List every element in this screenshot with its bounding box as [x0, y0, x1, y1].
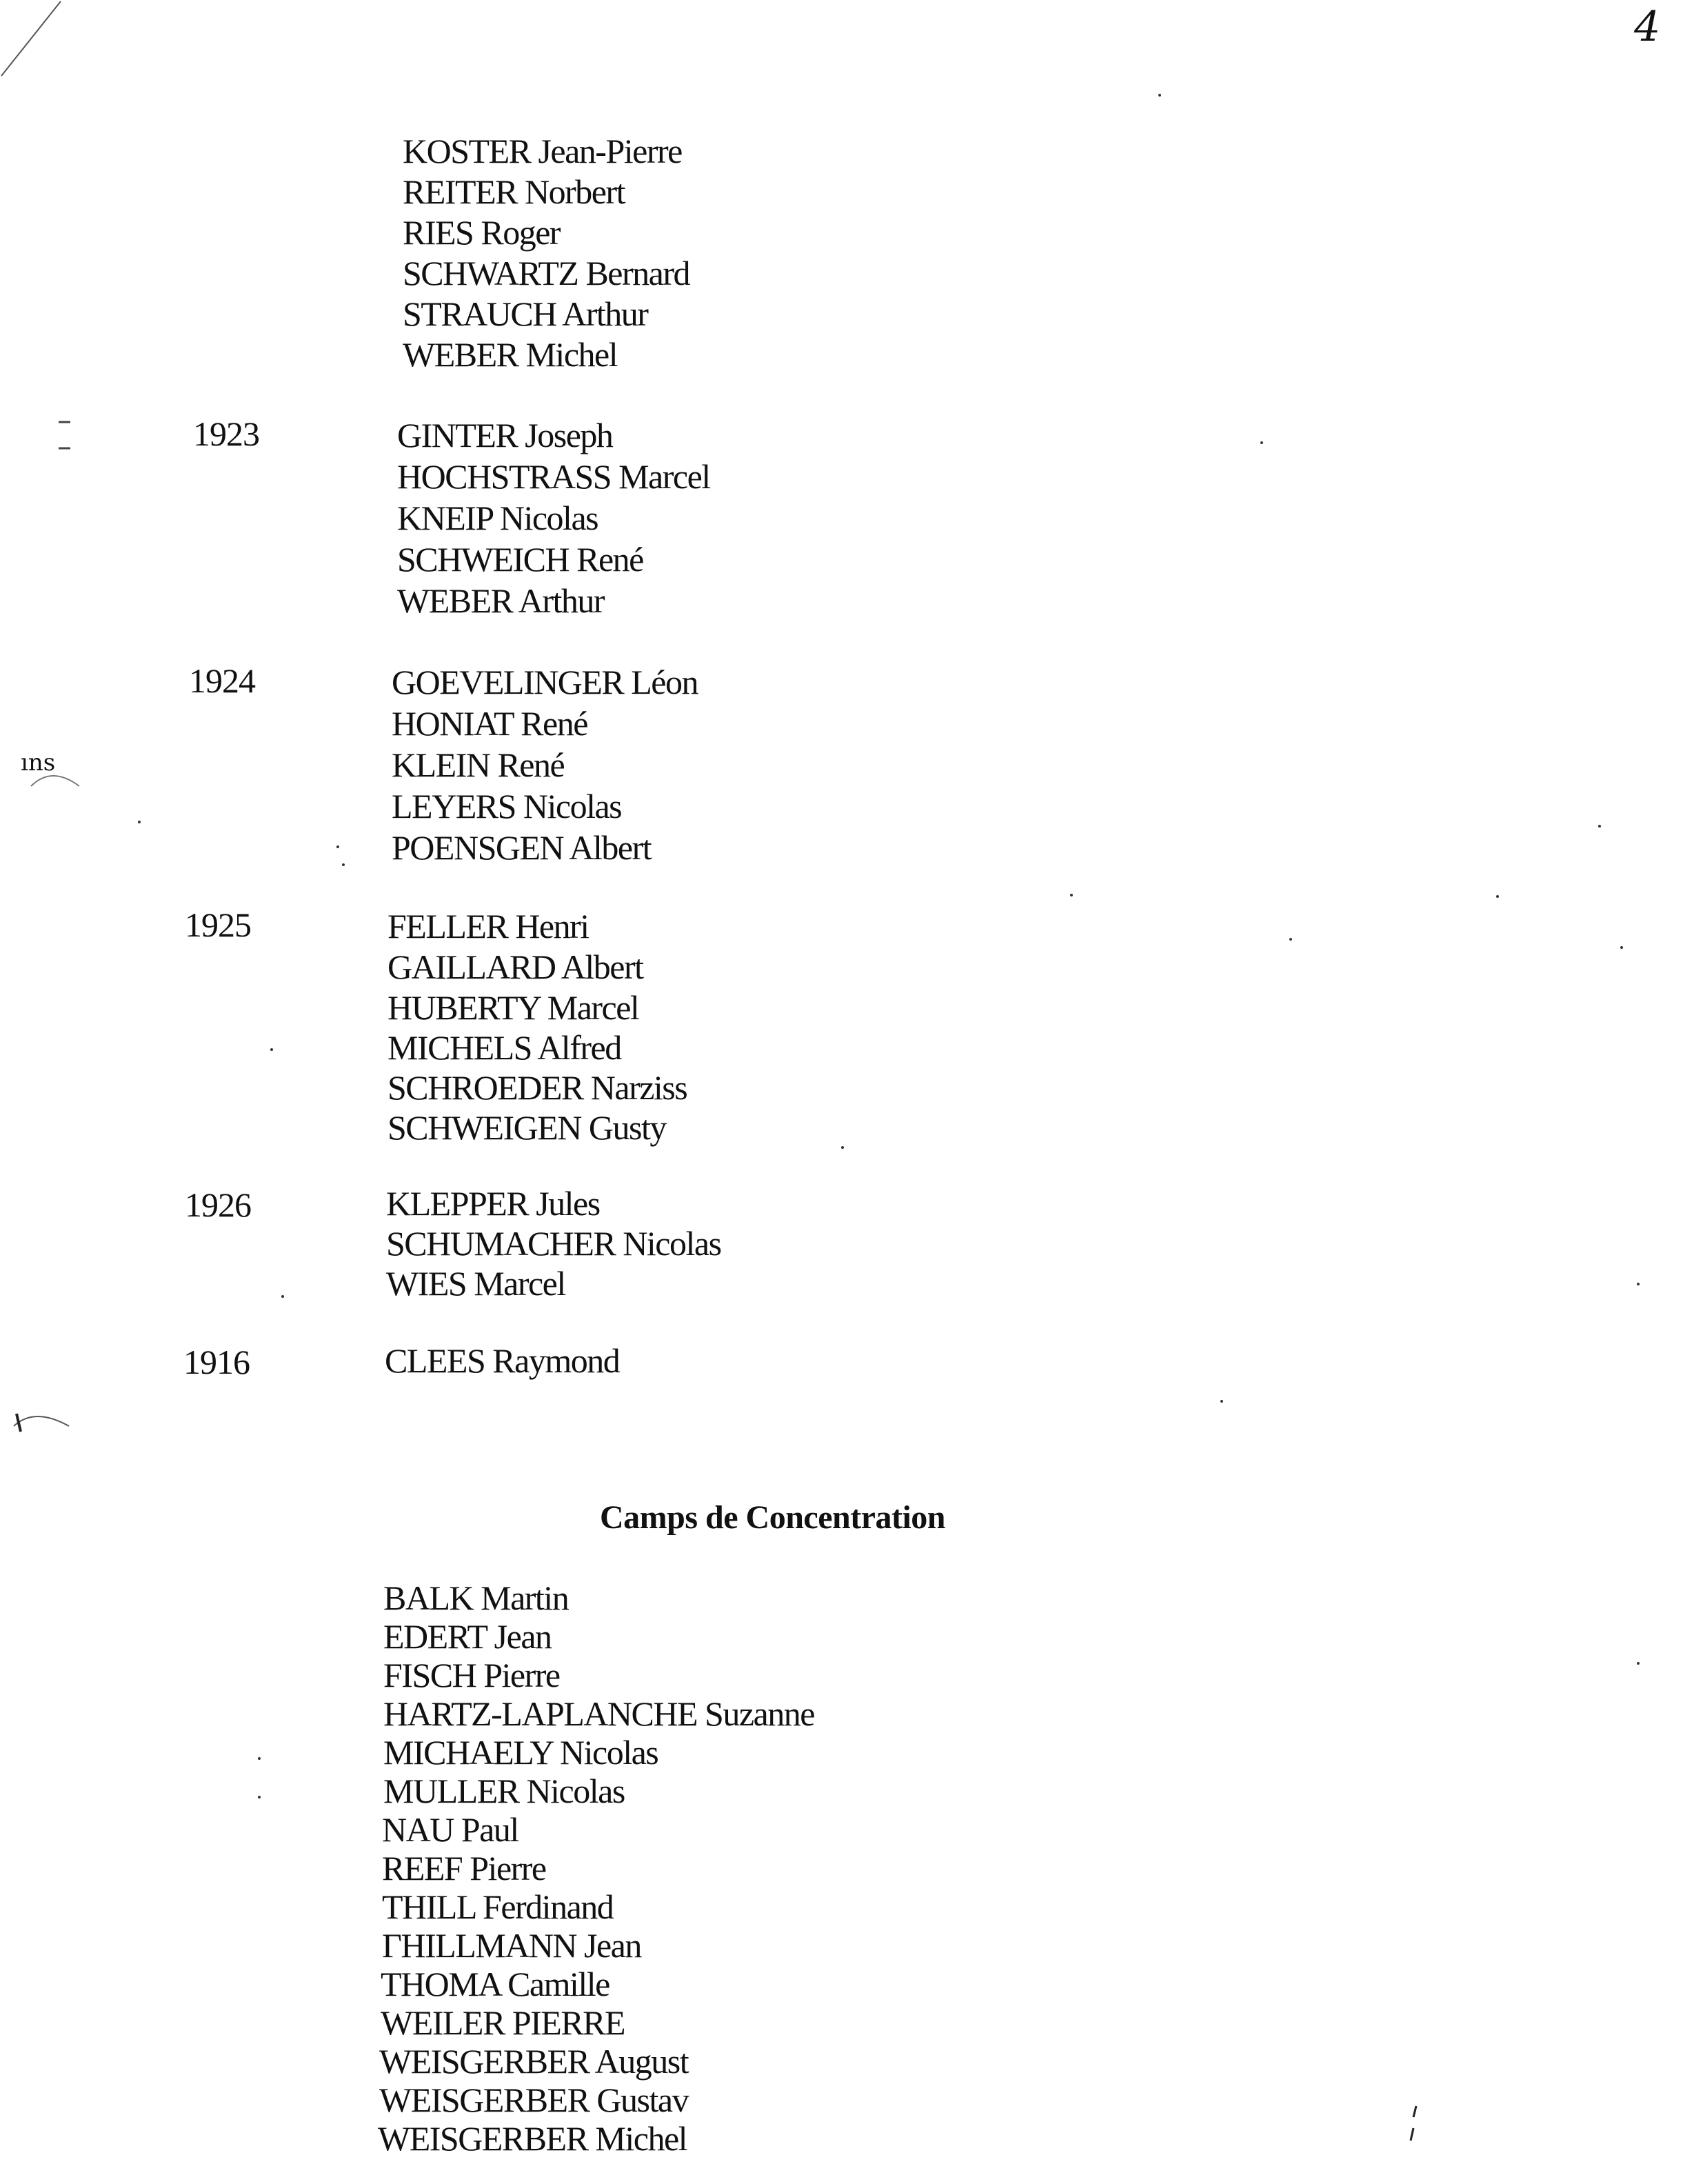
name-line: MICHAELY Nicolas: [383, 1733, 658, 1772]
name-line: THILL Ferdinand: [382, 1887, 614, 1926]
name-line: HOCHSTRASS Marcel: [397, 457, 710, 496]
name-line: SCHWEICH René: [397, 540, 643, 579]
name-line: GAILLARD Albert: [387, 948, 643, 986]
name-line: REITER Norbert: [403, 172, 625, 211]
name-line: SCHUMACHER Nicolas: [386, 1224, 721, 1263]
margin-dash-icon: [55, 418, 76, 452]
scan-speck: [1289, 938, 1292, 941]
name-line: REEF Pierre: [382, 1849, 546, 1887]
corner-stroke-icon: [0, 0, 69, 83]
year-label: 1925: [185, 905, 251, 944]
name-line: WEILER PIERRE: [381, 2003, 625, 2042]
scan-speck: [1598, 825, 1601, 828]
name-line: KOSTER Jean-Pierre: [403, 132, 682, 170]
name-line: MICHELS Alfred: [387, 1028, 621, 1067]
scan-speck: [1158, 94, 1161, 97]
stroke-mark-icon: [1407, 2103, 1420, 2145]
scan-speck: [336, 845, 339, 848]
year-label: 1926: [185, 1185, 251, 1224]
name-line: THOMA Camille: [381, 1965, 609, 2003]
name-line: WEISGERBER August: [379, 2042, 689, 2081]
scan-speck: [342, 863, 345, 866]
name-line: GINTER Joseph: [397, 416, 613, 454]
scan-speck: [138, 821, 141, 823]
name-line: MULLER Nicolas: [383, 1772, 625, 1810]
name-line: EDERT Jean: [383, 1617, 552, 1656]
margin-arc-icon: [7, 1386, 76, 1434]
scan-speck: [1496, 895, 1499, 898]
scan-speck: [1220, 1400, 1223, 1403]
scan-speck: [1260, 441, 1263, 444]
year-label: 1924: [189, 661, 255, 700]
name-line: KNEIP Nicolas: [397, 499, 598, 537]
scan-speck: [270, 1048, 273, 1051]
name-line: SCHWARTZ Bernard: [403, 254, 689, 292]
name-line: KLEIN René: [392, 745, 565, 784]
name-line: NAU Paul: [382, 1810, 518, 1849]
name-line: CLEES Raymond: [385, 1341, 620, 1380]
name-line: POENSGEN Albert: [392, 828, 652, 867]
year-label: 1923: [193, 414, 259, 453]
name-line: GOEVELINGER Léon: [392, 663, 698, 701]
name-line: LEYERS Nicolas: [392, 787, 622, 825]
scan-speck: [1637, 1662, 1640, 1665]
name-line: WEBER Arthur: [397, 581, 605, 620]
name-line: HUBERTY Marcel: [387, 988, 639, 1027]
name-line: HARTZ-LAPLANCHE Suzanne: [383, 1694, 814, 1733]
name-line: WEISGERBER Michel: [378, 2119, 687, 2158]
name-line: SCHWEIGEN Gusty: [387, 1108, 666, 1147]
name-line: STRAUCH Arthur: [403, 294, 648, 333]
name-line: FELLER Henri: [387, 907, 589, 945]
name-line: WEISGERBER Gustav: [379, 2081, 689, 2119]
margin-fragment: ıns: [21, 749, 56, 777]
year-label: 1916: [183, 1343, 250, 1381]
name-line: WIES Marcel: [386, 1264, 565, 1303]
section-heading: Camps de Concentration: [600, 1499, 945, 1536]
scan-speck: [841, 1146, 844, 1149]
scan-speck: [281, 1295, 284, 1298]
name-line: HONIAT René: [392, 704, 587, 743]
name-line: BALK Martin: [383, 1579, 569, 1617]
scan-speck: [258, 1757, 261, 1760]
scan-speck: [1620, 946, 1623, 949]
page-number-mark: 4: [1634, 3, 1661, 51]
scan-speck: [1070, 894, 1073, 896]
name-line: SCHROEDER Narziss: [387, 1068, 687, 1107]
scan-speck: [258, 1796, 261, 1799]
scan-speck: [1637, 1283, 1640, 1285]
margin-arc-icon: [28, 759, 83, 793]
name-line: FISCH Pierre: [383, 1656, 560, 1694]
name-line: ΓHILLMANN Jean: [382, 1926, 641, 1965]
name-line: WEBER Michel: [403, 335, 618, 374]
name-line: KLEPPER Jules: [386, 1184, 600, 1223]
name-line: RIES Roger: [403, 213, 561, 252]
